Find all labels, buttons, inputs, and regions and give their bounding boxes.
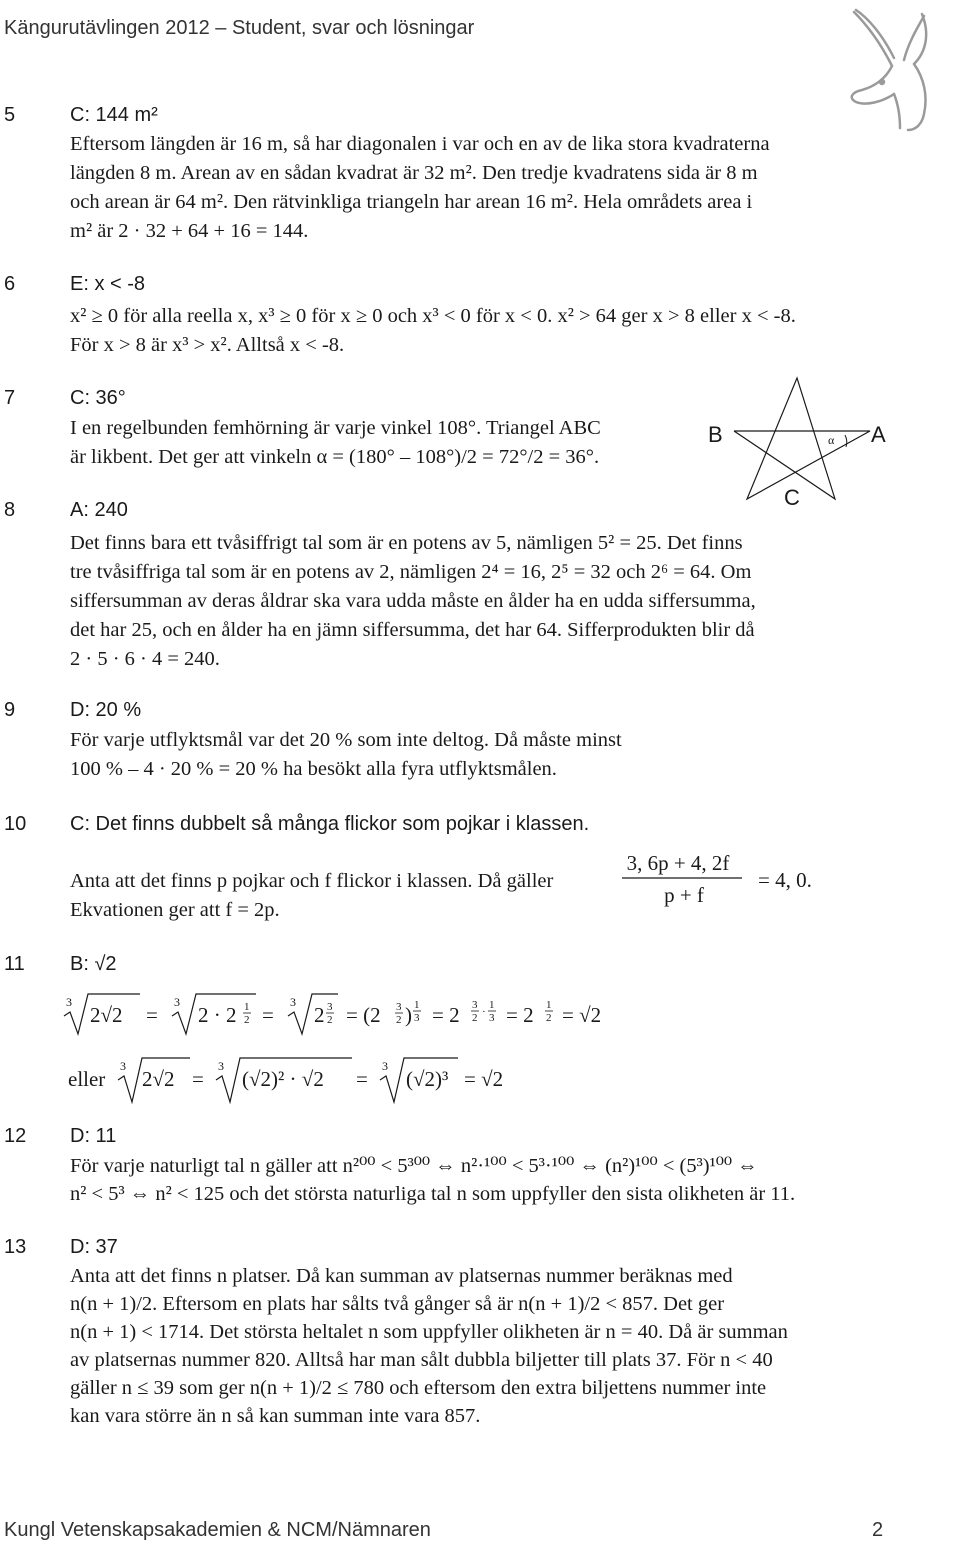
solution-line: n(n + 1)/2. Eftersom en plats har sålts två gånger så är n(n + 1)/2 < 857. Det ger [70,1293,725,1315]
label-a: A [871,422,886,447]
exp-den: 2 [244,1014,250,1026]
solution-line: n² < 5³ ⇔ n² < 125 och det största naturliga tal n som uppfyller den sista olikheten är 11. [70,1183,796,1205]
equals: = [192,1067,204,1091]
exp-num: 3 [327,1001,333,1013]
radicand-last: (√2)³ [406,1067,449,1091]
exp-den: 3 [414,1012,420,1024]
solution-line: 100 % – 4 · 20 % = 20 % ha besökt alla fyra utflyktsmålen. [70,758,557,780]
pentagram-figure [694,375,894,511]
solution-line: Anta att det finns p pojkar och f flickor i klassen. Då gäller [70,870,554,892]
exp-den: 2 [472,1012,478,1024]
answer: D: 11 [70,1125,117,1147]
solution-line: gäller n ≤ 39 som ger n(n + 1)/2 ≤ 780 och eftersom den extra biljettens nummer inte [70,1377,767,1399]
problem-number: 5 [4,104,16,126]
footer-publisher: Kungl Vetenskapsakademien & NCM/Nämnaren [4,1519,431,1541]
label-b: B [708,422,723,447]
answer: D: 20 % [70,699,142,721]
solution-line: kan vara större än n så kan summan inte vara 857. [70,1405,481,1427]
problem-number: 10 [4,813,27,835]
exp-num: 1 [414,999,420,1011]
problem-number: 9 [4,699,16,721]
root-index: 3 [218,1059,224,1073]
result: = √2 [562,1003,602,1027]
radical-equation-2 [66,1052,546,1110]
solution-line: Eftersom längden är 16 m, så har diagonalen i var och en av de lika stora kvadraterna [70,133,770,155]
power-form: = 2 [432,1003,460,1027]
exp-den: 2 [327,1014,333,1026]
fraction-numerator: 3, 6p + 4, 2f [626,851,730,875]
solution-line: är likbent. Det ger att vinkeln α = (180° – 108°)/2 = 72°/2 = 36°. [70,446,600,468]
root-index: 3 [382,1059,388,1073]
equals: = [262,1003,274,1027]
problem-number: 12 [4,1125,27,1147]
solution-line: m² är 2 · 32 + 64 + 16 = 144. [70,220,309,242]
exp-num: 1 [244,1001,250,1013]
solution-line: I en regelbunden femhörning är varje vinkel 108°. Triangel ABC [70,417,601,439]
solution-line: Ekvationen ger att f = 2p. [70,899,280,921]
root-index: 3 [290,995,296,1009]
root-index: 3 [66,995,72,1009]
solution-line: och arean är 64 m². Den rätvinkliga triangeln har arean 16 m². Hela områdets area i [70,191,753,213]
root-index: 3 [120,1059,126,1073]
solution-line: Det finns bara ett tvåsiffrigt tal som är en potens av 5, nämligen 5² = 25. Det finns [70,532,743,554]
answer: D: 37 [70,1236,118,1258]
exp-dot: · [482,1006,486,1018]
page-number: 2 [872,1519,884,1541]
solution-line: det har 25, och en ålder ha en jämn siffersumma, det har 64. Sifferprodukten blir då [70,619,755,641]
solution-line: För x > 8 är x³ > x². Alltså x < -8. [70,334,345,356]
fraction-result: = 4, 0. [758,868,812,892]
kangaroo-logo-icon [842,4,954,132]
radicand-mid: (√2)² · √2 [242,1067,324,1091]
page-header: Kängurutävlingen 2012 – Student, svar och lösningar [4,17,475,39]
solution-line: av platsernas nummer 820. Alltså har man sålt dubbla biljetter till plats 37. För n < 40 [70,1349,773,1371]
problem-number: 8 [4,499,16,521]
problem-number: 13 [4,1236,27,1258]
solution-line: 2 · 5 · 6 · 4 = 240. [70,648,220,670]
solution-line: x² ≥ 0 för alla reella x, x³ ≥ 0 för x ≥ 0 och x³ < 0 för x < 0. x² > 64 ger x > 8 eller x < -8. [70,305,796,327]
label-alpha: α [828,433,835,447]
exp-den: 3 [489,1012,495,1024]
answer: A: 240 [70,499,128,521]
exp-num: 1 [546,999,552,1011]
radicand-2: 2 · 2 [198,1003,237,1027]
radicand-3: 2 [314,1003,325,1027]
radicand: 2√2 [90,1003,123,1027]
root-index: 3 [174,995,180,1009]
fraction-denominator: p + f [664,883,704,907]
exp-num: 3 [396,1001,402,1013]
exp-num: 1 [489,999,495,1011]
solution-line: För varje naturligt tal n gäller att n²⁰⁰ < 5³⁰⁰ ⇔ n²·¹⁰⁰ < 5³·¹⁰⁰ ⇔ (n²)¹⁰⁰ < (5³)¹⁰⁰ ⇔ [70,1155,758,1177]
result: = √2 [464,1067,504,1091]
solution-line: tre tvåsiffriga tal som är en potens av 2, nämligen 2⁴ = 16, 2⁵ = 32 och 2⁶ = 64. Om [70,561,752,583]
solution-line: siffersumman av deras åldrar ska vara udda måste en ålder ha en udda siffersumma, [70,590,756,612]
solution-line: Anta att det finns n platser. Då kan summan av platsernas nummer beräknas med [70,1265,733,1287]
problem-number: 6 [4,273,16,295]
solution-line: n(n + 1) < 1714. Det största heltalet n som uppfyller olikheten är n = 40. Då är summan [70,1321,788,1343]
equals: = [356,1067,368,1091]
exp-num: 3 [472,999,478,1011]
fraction-equation [618,846,834,910]
answer: C: 144 m² [70,104,158,126]
label-c: C [784,485,800,510]
svg-text:): ) [405,1003,412,1027]
answer: B: √2 [70,953,117,975]
eller-word: eller [68,1067,106,1091]
problem-number: 7 [4,387,16,409]
solution-line: För varje utflyktsmål var det 20 % som inte deltog. Då måste minst [70,729,622,751]
exp-den: 2 [396,1014,402,1026]
solution-line: längden 8 m. Arean av en sådan kvadrat är 32 m². Den tredje kvadratens sida är 8 m [70,162,758,184]
problem-number: 11 [4,953,25,975]
answer: E: x < -8 [70,273,146,295]
power-form-2: = 2 [506,1003,534,1027]
answer: C: 36° [70,387,126,409]
answer: C: Det finns dubbelt så många flickor som pojkar i klassen. [70,813,590,835]
equals: = [146,1003,158,1027]
exp-den: 2 [546,1012,552,1024]
radicand: 2√2 [142,1067,175,1091]
radical-equation-1 [60,986,640,1042]
paren-form: = (2 [346,1003,381,1027]
